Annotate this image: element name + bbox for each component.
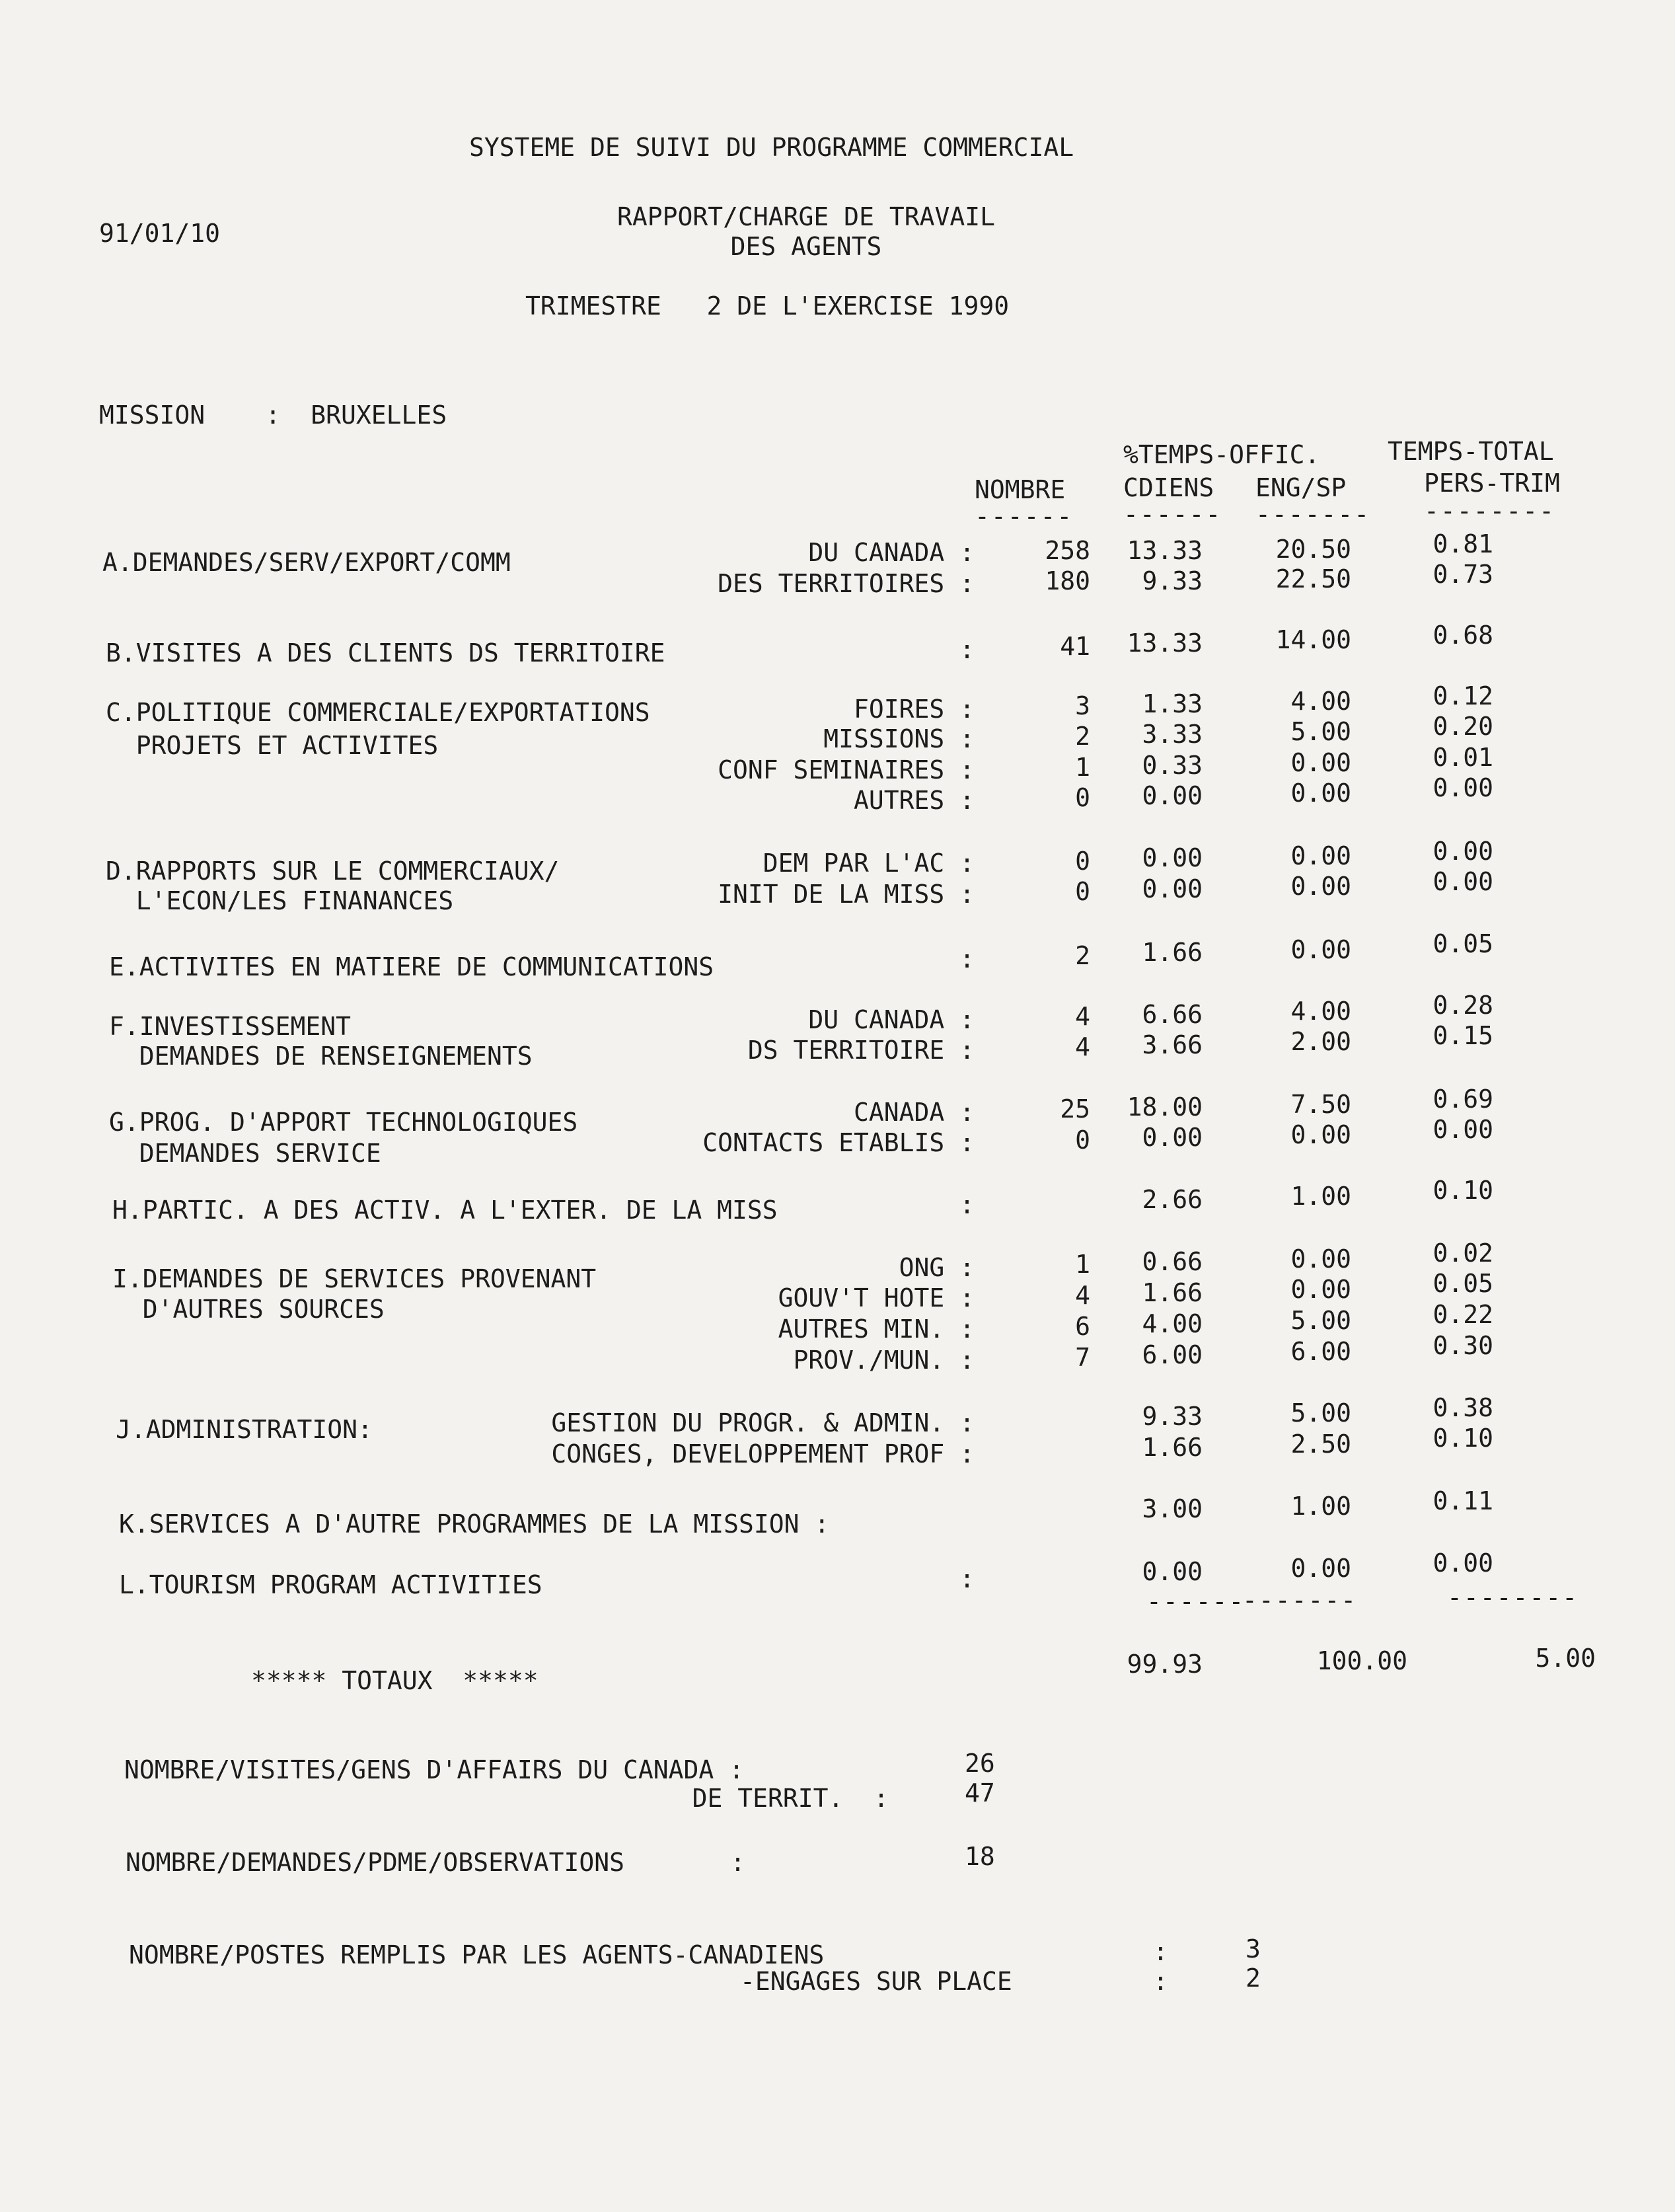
row-cdiens: 13.33	[1127, 629, 1203, 658]
row-engsp: 5.00	[1290, 717, 1351, 746]
row-engsp: 2.00	[1290, 1027, 1351, 1056]
pdme-label: NOMBRE/DEMANDES/PDME/OBSERVATIONS :	[126, 1848, 745, 1877]
totals-perstrim: 5.00	[1535, 1644, 1596, 1673]
row-perstrim: 0.22	[1433, 1300, 1493, 1329]
row-engsp: 20.50	[1275, 535, 1351, 564]
col-header-total: TEMPS-TOTAL	[1388, 437, 1554, 466]
row-cdiens: 2.66	[1142, 1185, 1203, 1214]
row-sublabel: CONTACTS ETABLIS :	[702, 1128, 975, 1157]
col-header-pct: %TEMPS-OFFIC.	[1123, 440, 1320, 469]
row-perstrim: 0.05	[1433, 1269, 1493, 1298]
row-cdiens: 1.66	[1142, 1433, 1203, 1462]
row-cdiens: 0.00	[1142, 843, 1203, 872]
row-engsp: 0.00	[1290, 1554, 1351, 1583]
row-engsp: 1.00	[1290, 1492, 1351, 1521]
row-nombre: 4	[1075, 1002, 1090, 1031]
row-sublabel: PROV./MUN. :	[793, 1346, 975, 1375]
row-perstrim: 0.11	[1433, 1486, 1493, 1515]
report-subtitle: DES AGENTS	[730, 232, 882, 261]
row-label: H.PARTIC. A DES ACTIV. A L'EXTER. DE LA MISS	[112, 1196, 778, 1225]
row-perstrim: 0.68	[1433, 621, 1493, 650]
row-label: J.ADMINISTRATION:	[116, 1415, 373, 1444]
row-label: K.SERVICES A D'AUTRE PROGRAMMES DE LA MISSION :	[119, 1509, 830, 1539]
row-nombre: 4	[1075, 1281, 1090, 1310]
postes-colon: :	[1153, 1937, 1168, 1966]
row-perstrim: 0.81	[1433, 529, 1493, 558]
row-perstrim: 0.00	[1433, 837, 1493, 866]
col-header-cdiens: CDIENS	[1123, 473, 1214, 502]
row-cdiens: 0.66	[1142, 1247, 1203, 1276]
row-label: PROJETS ET ACTIVITES	[106, 731, 439, 760]
row-cdiens: 0.00	[1142, 781, 1203, 810]
row-perstrim: 0.12	[1433, 681, 1493, 710]
row-sublabel: AUTRES MIN. :	[778, 1315, 975, 1344]
row-label: L.TOURISM PROGRAM ACTIVITIES	[119, 1570, 542, 1599]
row-cdiens: 0.33	[1142, 751, 1203, 780]
row-perstrim: 0.73	[1433, 560, 1493, 589]
visites-territ-value: 47	[965, 1778, 995, 1808]
row-engsp: 0.00	[1290, 841, 1351, 870]
row-engsp: 6.00	[1290, 1337, 1351, 1366]
total-underline-engsp: -------	[1242, 1585, 1358, 1615]
row-sublabel: CONGES, DEVELOPPEMENT PROF :	[551, 1439, 975, 1468]
row-sublabel: ONG :	[899, 1253, 975, 1282]
totals-label: ***** TOTAUX *****	[251, 1666, 539, 1695]
row-engsp: 5.00	[1290, 1398, 1351, 1428]
row-cdiens: 0.00	[1142, 1123, 1203, 1152]
row-perstrim: 0.02	[1433, 1239, 1493, 1268]
total-underline-perstrim: --------	[1447, 1583, 1579, 1612]
row-perstrim: 0.00	[1433, 1115, 1493, 1144]
totals-engsp: 100.00	[1316, 1646, 1407, 1675]
row-nombre: 25	[1060, 1094, 1090, 1124]
col-header-nombre: NOMBRE	[975, 475, 1066, 504]
row-engsp: 14.00	[1275, 625, 1351, 654]
row-sublabel: DES TERRITOIRES :	[718, 569, 975, 598]
col-underline-cdiens: ------	[1123, 500, 1222, 529]
row-label: A.DEMANDES/SERV/EXPORT/COMM	[102, 548, 511, 577]
engages-label: -ENGAGES SUR PLACE	[740, 1967, 1012, 1996]
visites-canada-label: NOMBRE/VISITES/GENS D'AFFAIRS DU CANADA :	[124, 1755, 744, 1784]
totals-cdiens: 99.93	[1127, 1650, 1203, 1679]
total-underline-cdiens: ------	[1146, 1587, 1246, 1616]
row-engsp: 4.00	[1290, 997, 1351, 1026]
col-header-perstrim: PERS-TRIM	[1424, 469, 1560, 498]
row-nombre: 258	[1045, 536, 1090, 565]
postes-value: 3	[1246, 1934, 1261, 1964]
row-nombre: 4	[1075, 1032, 1090, 1061]
col-header-engsp: ENG/SP	[1255, 473, 1347, 502]
row-cdiens: 9.33	[1142, 1402, 1203, 1431]
mission-label: MISSION : BRUXELLES	[99, 400, 447, 430]
row-nombre: 6	[1075, 1312, 1090, 1341]
row-nombre: 41	[1060, 632, 1090, 661]
row-cdiens: 1.66	[1142, 1278, 1203, 1307]
row-label: DEMANDES DE RENSEIGNEMENTS	[109, 1042, 533, 1071]
row-sublabel: FOIRES :	[853, 695, 975, 724]
row-sublabel: CONF SEMINAIRES :	[718, 755, 975, 784]
row-sublabel: GESTION DU PROGR. & ADMIN. :	[551, 1408, 975, 1437]
row-label: B.VISITES A DES CLIENTS DS TERRITOIRE	[106, 638, 665, 667]
engages-value: 2	[1246, 1964, 1261, 1993]
row-cdiens: 1.66	[1142, 938, 1203, 967]
visites-canada-value: 26	[965, 1749, 995, 1778]
row-perstrim: 0.05	[1433, 929, 1493, 958]
row-label: G.PROG. D'APPORT TECHNOLOGIQUES	[109, 1108, 578, 1137]
row-cdiens: 3.66	[1142, 1030, 1203, 1059]
row-sublabel: :	[959, 1190, 975, 1219]
row-nombre: 0	[1075, 1125, 1090, 1155]
row-engsp: 0.00	[1290, 1120, 1351, 1149]
row-engsp: 22.50	[1275, 564, 1351, 593]
row-sublabel: :	[959, 1564, 975, 1593]
row-sublabel: :	[959, 944, 975, 973]
row-perstrim: 0.10	[1433, 1176, 1493, 1205]
postes-label: NOMBRE/POSTES REMPLIS PAR LES AGENTS-CANADIENS	[129, 1940, 825, 1969]
row-cdiens: 0.00	[1142, 1557, 1203, 1586]
row-engsp: 4.00	[1290, 687, 1351, 716]
row-perstrim: 0.00	[1433, 1548, 1493, 1578]
row-perstrim: 0.69	[1433, 1085, 1493, 1114]
row-label: C.POLITIQUE COMMERCIALE/EXPORTATIONS	[106, 698, 650, 727]
col-underline-perstrim: --------	[1424, 496, 1556, 525]
report-period: TRIMESTRE 2 DE L'EXERCISE 1990	[525, 291, 1010, 321]
row-label: DEMANDES SERVICE	[109, 1139, 381, 1168]
row-sublabel: DS TERRITOIRE :	[747, 1036, 975, 1065]
row-sublabel: CANADA :	[853, 1098, 975, 1127]
row-nombre: 1	[1075, 1250, 1090, 1279]
row-nombre: 2	[1075, 941, 1090, 970]
row-sublabel: :	[959, 635, 975, 664]
row-perstrim: 0.10	[1433, 1424, 1493, 1453]
row-engsp: 5.00	[1290, 1306, 1351, 1335]
row-engsp: 0.00	[1290, 935, 1351, 964]
row-nombre: 0	[1075, 877, 1090, 906]
row-cdiens: 3.00	[1142, 1494, 1203, 1523]
row-perstrim: 0.30	[1433, 1331, 1493, 1360]
row-perstrim: 0.00	[1433, 867, 1493, 896]
row-nombre: 180	[1045, 566, 1090, 595]
row-engsp: 0.00	[1290, 748, 1351, 777]
row-sublabel: DU CANADA :	[808, 538, 975, 567]
row-perstrim: 0.15	[1433, 1021, 1493, 1050]
row-engsp: 1.00	[1290, 1182, 1351, 1211]
row-engsp: 0.00	[1290, 1275, 1351, 1304]
col-underline-nombre: ------	[975, 502, 1074, 531]
row-nombre: 7	[1075, 1343, 1090, 1372]
engages-colon: :	[1153, 1967, 1168, 1996]
row-sublabel: MISSIONS :	[823, 724, 975, 753]
row-label: F.INVESTISSEMENT	[109, 1012, 352, 1041]
row-engsp: 7.50	[1290, 1090, 1351, 1119]
row-label: E.ACTIVITES EN MATIERE DE COMMUNICATIONS	[109, 952, 714, 981]
row-nombre: 1	[1075, 753, 1090, 782]
row-engsp: 0.00	[1290, 1244, 1351, 1274]
row-nombre: 2	[1075, 722, 1090, 751]
row-cdiens: 1.33	[1142, 689, 1203, 718]
row-nombre: 0	[1075, 783, 1090, 812]
row-sublabel: INIT DE LA MISS :	[718, 880, 975, 909]
report-date: 91/01/10	[99, 219, 221, 248]
row-perstrim: 0.38	[1433, 1393, 1493, 1422]
col-underline-engsp: -------	[1255, 500, 1371, 529]
pdme-value: 18	[965, 1842, 995, 1871]
row-cdiens: 3.33	[1142, 720, 1203, 749]
row-cdiens: 4.00	[1142, 1309, 1203, 1338]
row-sublabel: GOUV'T HOTE :	[778, 1283, 975, 1313]
row-cdiens: 6.00	[1142, 1340, 1203, 1369]
row-cdiens: 0.00	[1142, 874, 1203, 903]
row-perstrim: 0.28	[1433, 991, 1493, 1020]
row-nombre: 3	[1075, 691, 1090, 720]
report-title: RAPPORT/CHARGE DE TRAVAIL	[617, 202, 995, 231]
row-engsp: 2.50	[1290, 1430, 1351, 1459]
visites-territ-label: DE TERRIT. :	[692, 1784, 889, 1813]
row-cdiens: 18.00	[1127, 1092, 1203, 1122]
row-sublabel: AUTRES :	[853, 786, 975, 815]
row-engsp: 0.00	[1290, 779, 1351, 808]
row-sublabel: DEM PAR L'AC :	[763, 849, 975, 878]
row-perstrim: 0.00	[1433, 773, 1493, 802]
row-label: D.RAPPORTS SUR LE COMMERCIAUX/	[106, 857, 560, 886]
row-cdiens: 6.66	[1142, 1000, 1203, 1029]
row-cdiens: 13.33	[1127, 536, 1203, 565]
row-sublabel: DU CANADA :	[808, 1005, 975, 1034]
row-perstrim: 0.01	[1433, 743, 1493, 772]
row-label: D'AUTRES SOURCES	[112, 1295, 385, 1324]
row-engsp: 0.00	[1290, 872, 1351, 901]
row-nombre: 0	[1075, 847, 1090, 876]
report-system-title: SYSTEME DE SUIVI DU PROGRAMME COMMERCIAL	[469, 133, 1074, 162]
row-perstrim: 0.20	[1433, 712, 1493, 741]
row-label: I.DEMANDES DE SERVICES PROVENANT	[112, 1264, 597, 1293]
row-cdiens: 9.33	[1142, 566, 1203, 595]
row-label: L'ECON/LES FINANANCES	[106, 886, 454, 915]
